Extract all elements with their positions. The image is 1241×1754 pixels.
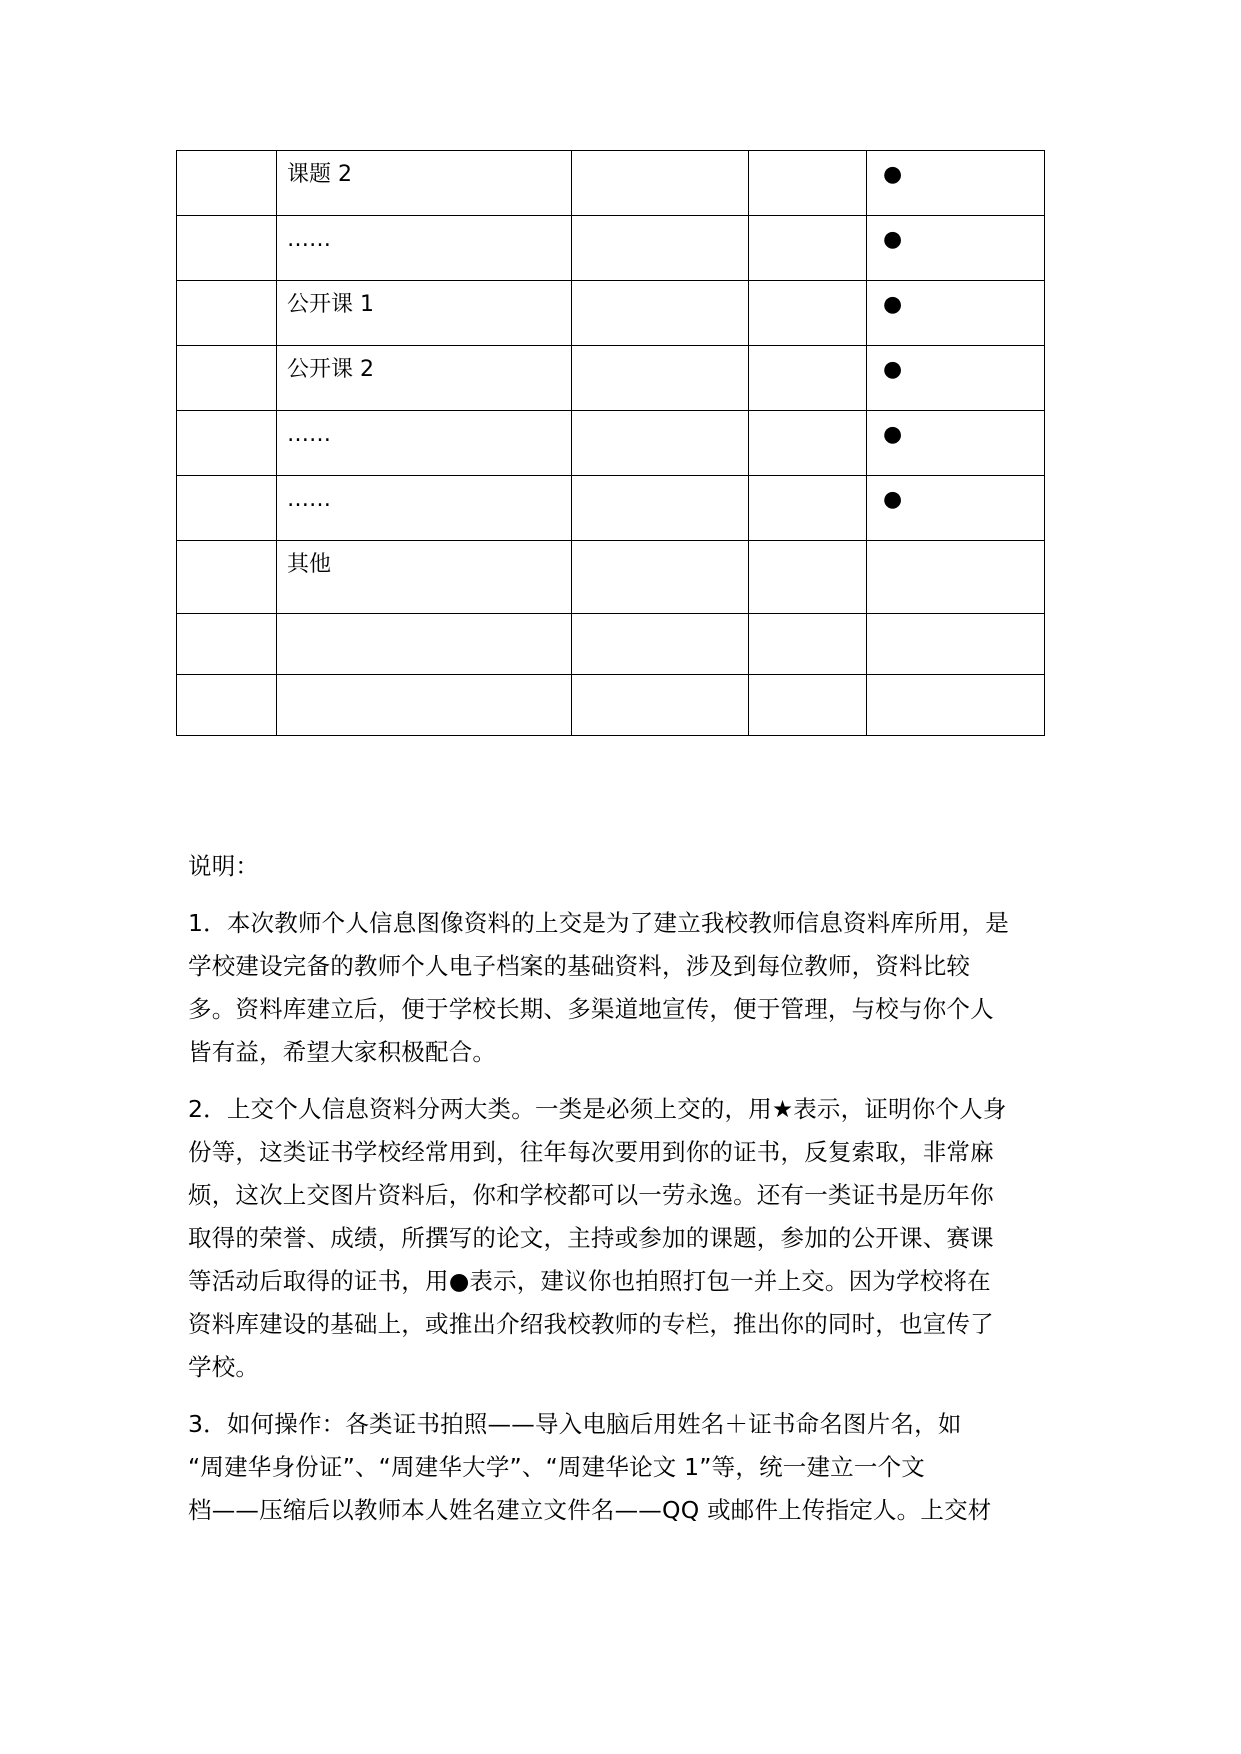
table-cell: [572, 541, 749, 614]
table-cell: [177, 216, 277, 281]
table-cell-mark: ●: [867, 411, 1045, 476]
table-row: [177, 476, 1045, 541]
note-line: 资料库建设的基础上，或推出介绍我校教师的专栏，推出你的同时，也宣传了: [188, 1310, 994, 1338]
table-cell: [177, 675, 277, 736]
table-cell-mark: ●: [867, 346, 1045, 411]
table-cell: [177, 541, 277, 614]
table-cell-mark: ●: [867, 151, 1045, 216]
records-table: [176, 150, 1045, 736]
note-line: 档——压缩后以教师本人姓名建立文件名——QQ 或邮件上传指定人。上交材: [188, 1496, 992, 1524]
table-cell: [749, 614, 867, 675]
table-cell: [177, 281, 277, 346]
table-cell: [177, 614, 277, 675]
table-cell-mark: [867, 675, 1045, 736]
table-cell: [749, 675, 867, 736]
notes-title: 说明：: [188, 852, 260, 880]
table-cell-item: ……: [277, 476, 572, 541]
note-paragraph-2: [188, 1088, 1068, 1389]
table-row: [177, 541, 1045, 614]
table-cell: [572, 675, 749, 736]
notes-section: [188, 845, 1068, 1546]
table-row: [177, 675, 1045, 736]
table-cell-item: ……: [277, 411, 572, 476]
note-line: 烦，这次上交图片资料后，你和学校都可以一劳永逸。还有一类证书是历年你: [188, 1181, 994, 1209]
note-line: 皆有益，希望大家积极配合。: [188, 1038, 497, 1066]
note-line: 等活动后取得的证书，用●表示，建议你也拍照打包一并上交。因为学校将在: [188, 1267, 991, 1295]
table-cell: [749, 411, 867, 476]
note-line: 2．上交个人信息资料分两大类。一类是必须上交的，用★表示，证明你个人身: [188, 1095, 1007, 1123]
table-cell-mark: [867, 541, 1045, 614]
table-cell: [749, 541, 867, 614]
table-row: [177, 614, 1045, 675]
table-row: [177, 151, 1045, 216]
table-cell: [749, 216, 867, 281]
note-line: 学校。: [188, 1353, 260, 1381]
table-row: [177, 281, 1045, 346]
table-cell-item: ……: [277, 216, 572, 281]
table-cell: [177, 346, 277, 411]
table-row: [177, 216, 1045, 281]
table-cell-mark: ●: [867, 281, 1045, 346]
table-cell-item: [277, 614, 572, 675]
table-cell: [749, 476, 867, 541]
table-cell: [572, 281, 749, 346]
table-cell: [177, 151, 277, 216]
note-line: 3．如何操作：各类证书拍照——导入电脑后用姓名＋证书命名图片名，如: [188, 1410, 962, 1438]
note-paragraph-1: [188, 902, 1068, 1074]
table-cell-mark: ●: [867, 476, 1045, 541]
note-paragraph-3: [188, 1403, 1068, 1532]
records-table-body: [177, 151, 1045, 736]
table-cell: [177, 411, 277, 476]
notes-body: [188, 902, 1068, 1532]
table-row: [177, 346, 1045, 411]
note-line: 取得的荣誉、成绩，所撰写的论文，主持或参加的课题，参加的公开课、赛课: [188, 1224, 994, 1252]
table-cell-mark: ●: [867, 216, 1045, 281]
note-line: “周建华身份证”、“周建华大学”、“周建华论文 1”等，统一建立一个文: [188, 1453, 925, 1481]
table-cell-item: 公开课 1: [277, 281, 572, 346]
table-cell: [572, 346, 749, 411]
note-line: 1．本次教师个人信息图像资料的上交是为了建立我校教师信息资料库所用，是: [188, 909, 1009, 937]
table-cell: [572, 476, 749, 541]
note-line: 多。资料库建立后，便于学校长期、多渠道地宣传，便于管理，与校与你个人: [188, 995, 994, 1023]
table-cell-item: 公开课 2: [277, 346, 572, 411]
table-cell-mark: [867, 614, 1045, 675]
table-row: [177, 411, 1045, 476]
table-cell: [749, 151, 867, 216]
table-cell: [572, 614, 749, 675]
table-cell: [177, 476, 277, 541]
note-line: 学校建设完备的教师个人电子档案的基础资料，涉及到每位教师，资料比较: [188, 952, 971, 980]
note-line: 份等，这类证书学校经常用到，往年每次要用到你的证书，反复索取，非常麻: [188, 1138, 994, 1166]
table-cell: [749, 346, 867, 411]
table-cell-item: [277, 675, 572, 736]
table-cell-item: 其他: [277, 541, 572, 614]
table-cell-item: 课题 2: [277, 151, 572, 216]
table-cell: [749, 281, 867, 346]
table-cell: [572, 151, 749, 216]
table-cell: [572, 411, 749, 476]
table-cell: [572, 216, 749, 281]
